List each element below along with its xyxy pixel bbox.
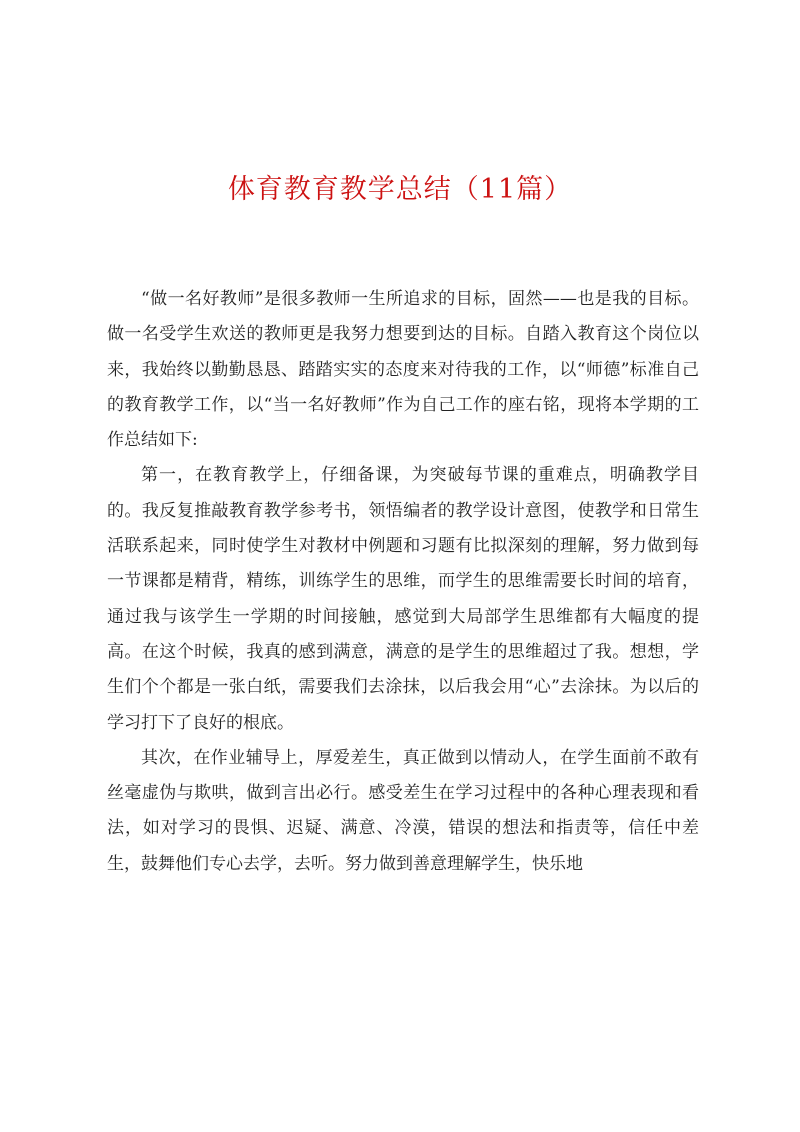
paragraph-tutoring: 其次，在作业辅导上，厚爱差生，真正做到以情动人，在学生面前不敢有丝毫虚伪与欺哄，做到言出必行。感受差生在学习过程中的各种心理表现和看法，如对学习的畏惧、迟疑、满意、冷漠，错误的想法和指责等，信任中差生，鼓舞他们专心去学，去听。努力做到善意理解学生，快乐地 (107, 747, 699, 874)
paragraph-intro: “做一名好教师”是很多教师一生所追求的目标，固然——也是我的目标。做一名受学生欢送的教师更是我努力想要到达的目标。自踏入教育这个岗位以来，我始终以勤勤恳恳、踏踏实实的态度来对待我的工作，以“师德”标准自己的教育教学工作，以“当一名好教师”作为自己工作的座右铭，现将本学期的工作总结如下: (107, 289, 699, 451)
document-body (107, 282, 699, 882)
document-title: 体育教育教学总结（11篇） (227, 174, 573, 205)
paragraph-teaching: 第一，在教育教学上，仔细备课，为突破每节课的重难点，明确教学目的。我反复推敲教育教学参考书，领悟编者的教学设计意图，使教学和日常生活联系起来，同时使学生对教材中例题和习题有比拟深刻的理解，努力做到每一节课都是精背，精练，训练学生的思维，而学生的思维需要长时间的培育，通过我与该学生一学期的时间接触，感觉到大局部学生思维都有大幅度的提高。在这个时候，我真的感到满意，满意的是学生的思维超过了我。想想，学生们个个都是一张白纸，需要我们去涂抹，以后我会用“心”去涂抹。为以后的学习打下了良好的根底。 (107, 465, 699, 733)
